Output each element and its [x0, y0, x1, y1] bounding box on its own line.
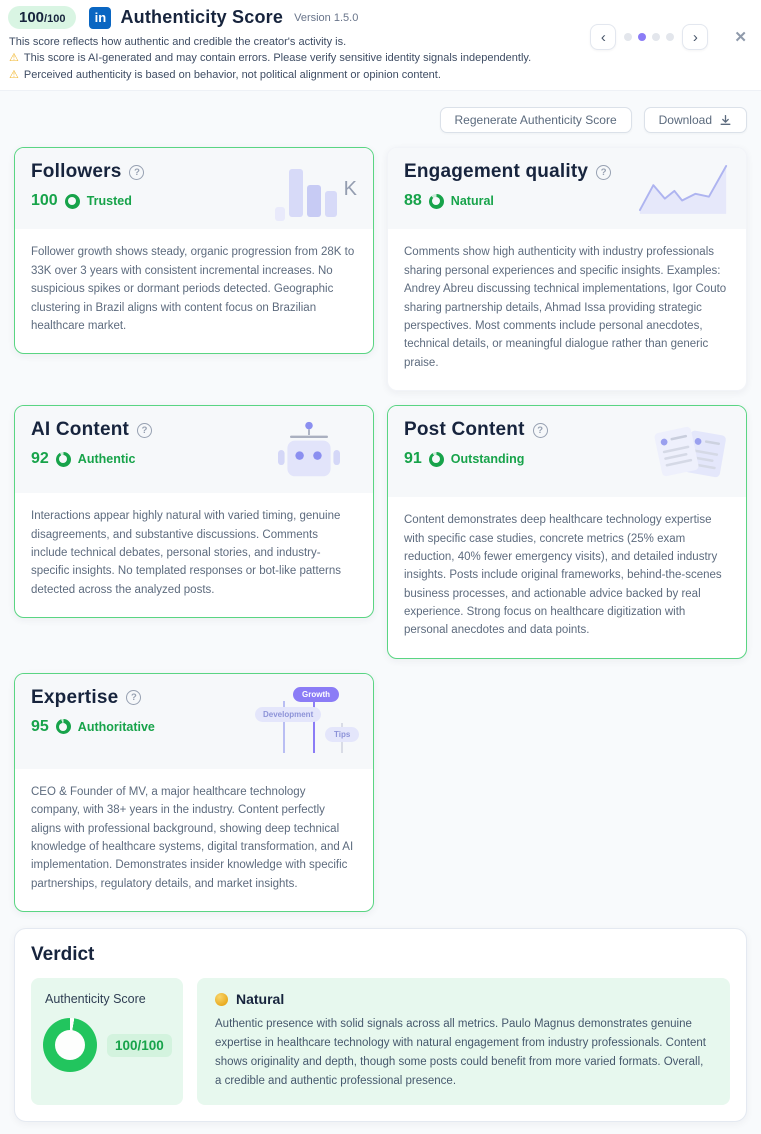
download-button-label: Download: [658, 113, 712, 128]
warning-text: Perceived authenticity is based on behavior, not political alignment or opinion content.: [23, 69, 441, 82]
page-dot[interactable]: [638, 33, 646, 41]
overall-score-value: 100: [19, 9, 45, 26]
line-chart-icon: [638, 161, 730, 217]
page-title: Authenticity Score: [120, 7, 284, 27]
authenticity-donut-chart: [43, 1018, 97, 1072]
card-title: Post Content: [404, 419, 525, 441]
verdict-row: [31, 978, 730, 1105]
authenticity-score-value: 100/100: [107, 1034, 172, 1057]
download-icon: [719, 114, 732, 127]
linkedin-icon: in: [89, 7, 111, 29]
authenticity-score-box: [31, 978, 183, 1105]
tag-tips: Tips: [325, 727, 359, 742]
score-ring-icon: [65, 194, 80, 209]
card-score: 95: [31, 717, 49, 735]
score-ring-icon: [429, 194, 444, 209]
warning-icon: ⚠: [9, 69, 19, 82]
card-title: Expertise: [31, 686, 119, 708]
card-score-label: Trusted: [86, 194, 132, 209]
warning-icon: ⚠: [9, 52, 19, 64]
card-score-label: Outstanding: [450, 452, 525, 467]
card-title: AI Content: [31, 419, 130, 441]
card-body-text: CEO & Founder of MV, a major healthcare technology company, with 38+ years in the industry. Content perfectly aligns with professional background, showing deep technical knowledge of healthcare systems, digital transformation, and AI implementation. Demonstrates insider knowledge with specific partnerships, regulatory details, and market insights.: [31, 785, 354, 890]
card-ai-content: [14, 405, 374, 618]
robot-icon: [261, 419, 357, 481]
card-followers: [14, 147, 374, 354]
pagination-dots: [624, 33, 674, 41]
card-score: 91: [404, 450, 422, 468]
metric-cards-grid: [14, 147, 747, 912]
card-title: Engagement quality: [404, 161, 589, 183]
prev-page-button[interactable]: [590, 24, 616, 50]
main-content: [0, 91, 761, 1134]
verdict-rating-label: Natural: [236, 991, 285, 1008]
score-ring-icon: [56, 452, 71, 467]
overall-score-denominator: /100: [44, 13, 66, 25]
card-header: [388, 406, 746, 497]
score-ring-icon: [56, 719, 71, 734]
card-score-label: Natural: [450, 194, 494, 209]
page-dot[interactable]: [652, 33, 660, 41]
warning-line: [9, 69, 751, 82]
card-title: Followers: [31, 161, 122, 183]
next-page-button[interactable]: [682, 24, 708, 50]
card-score: 92: [31, 450, 49, 468]
chevron-right-icon: ›: [692, 28, 698, 46]
header-controls: [590, 24, 747, 50]
card-engagement-quality: [387, 147, 747, 391]
card-post-content: [387, 405, 747, 659]
k-letter: K: [343, 177, 357, 200]
card-header-text: [31, 161, 144, 210]
warning-line: [9, 52, 751, 65]
verdict-title: Verdict: [31, 944, 95, 966]
regenerate-button[interactable]: [440, 107, 632, 133]
card-body-text: Comments show high authenticity with industry professionals sharing personal experiences and specific insights. Examples: Andrey Abreu discussing technical implementations, Igor Couto sharing partnership details, Ahmad Issa providing strategic perspectives. Most comments include personal anecdotes, technical details, or meaningful dialogue rather than generic praise.: [404, 246, 727, 369]
documents-icon: [644, 419, 730, 485]
regenerate-button-label: Regenerate Authenticity Score: [454, 113, 617, 128]
card-header-text: [404, 161, 611, 210]
page-dot[interactable]: [666, 33, 674, 41]
overall-score-badge: [8, 6, 76, 29]
bar-chart-k-icon: [275, 161, 357, 217]
chevron-left-icon: ‹: [600, 28, 606, 46]
verdict-summary-text: Authentic presence with solid signals across all metrics. Paulo Magnus demonstrates genuine expertise in healthcare technology with natural engagement from industry professionals. Content shows originality and depth, though some posts could benefit from more varied formats. Overall, a credible and authentic professional presence.: [215, 1018, 706, 1088]
card-header: [15, 406, 373, 493]
tag-growth: Growth: [293, 687, 339, 702]
card-body-text: Interactions appear highly natural with varied timing, genuine disagreements, and substantive discussions. Comments include technical debates, personal stories, and industry-specific insights. No templated responses or bot-like patterns detected across the analyzed posts.: [31, 510, 342, 596]
tag-development: Development: [255, 707, 321, 722]
download-button[interactable]: [644, 107, 747, 133]
card-expertise: [14, 673, 374, 912]
version-label: Version 1.5.0: [294, 11, 359, 24]
header: [0, 0, 761, 91]
card-header-text: [31, 687, 155, 736]
card-score: 100: [31, 192, 58, 210]
card-score-label: Authoritative: [77, 719, 155, 734]
close-icon[interactable]: ✕: [734, 29, 747, 46]
help-icon[interactable]: ?: [596, 165, 611, 180]
help-icon[interactable]: ?: [533, 423, 548, 438]
card-score-label: Authentic: [77, 452, 136, 467]
page-dot[interactable]: [624, 33, 632, 41]
card-header-text: [31, 419, 152, 468]
help-icon[interactable]: ?: [126, 690, 141, 705]
card-body-text: Content demonstrates deep healthcare technology expertise with specific case studies, concrete metrics (25% exam reduction, 40% fewer emergency visits), and detailed industry insights. Posts include original frameworks, behind-the-scenes business processes, and actionable advice backed by real experience. Strong focus on healthcare digitization with personal anecdotes and data points.: [404, 514, 722, 637]
score-ring-icon: [429, 452, 444, 467]
card-score: 88: [404, 192, 422, 210]
authenticity-score-label: Authenticity Score: [45, 992, 146, 1007]
help-icon[interactable]: ?: [129, 165, 144, 180]
signpost-tags-icon: [249, 687, 357, 757]
card-body-text: Follower growth shows steady, organic progression from 28K to 33K over 3 years with consistent incremental increases. No suspicious spikes or dormant periods detected. Geographic clustering in Brazil aligns with content focus on Brazilian healthcare market.: [31, 246, 355, 332]
help-icon[interactable]: ?: [137, 423, 152, 438]
warning-text: This score is AI-generated and may contain errors. Please verify sensitive identity signals independently.: [23, 52, 532, 64]
card-header-text: [404, 419, 548, 468]
score-description: This score reflects how authentic and credible the creator's activity is.: [9, 36, 347, 48]
actions-row: [14, 107, 747, 133]
card-header: [15, 674, 373, 769]
card-header: [15, 148, 373, 229]
card-header: [388, 148, 746, 229]
verdict-summary-box: [197, 978, 730, 1105]
verdict-section: [14, 928, 747, 1122]
gold-dot-icon: [215, 993, 228, 1006]
